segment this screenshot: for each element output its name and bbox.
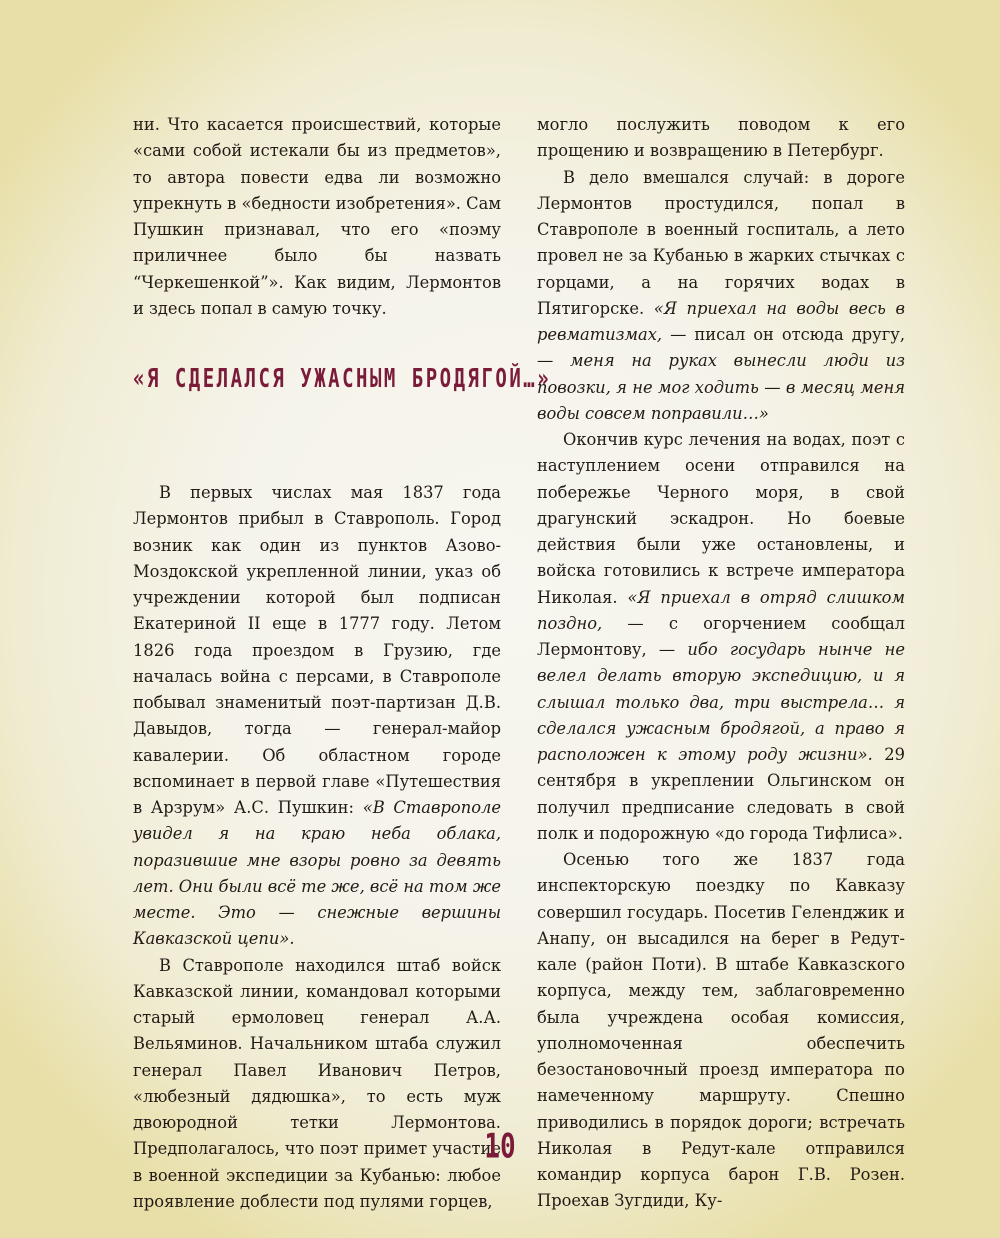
page-number: 10 [484,1127,516,1167]
paragraph: Осенью того же 1837 года инспекторскую поездку по Кавказу совершил государь. Посетив Геленджик и Анапу, он высадился на берег в Редут-кале (район Поти). В штабе Кавказского корпуса, между тем, заблаговременно была учреждена особая комиссия, уполномоченная обеспечить безостановочный проезд императора по намеченному маршруту. Спешно приводились в порядок дороги; встречать Николая в Редут-кале отправился командир корпуса барон Г.В. Розен. Проехав Зугдиди, Ку- [537,850,905,1211]
paragraph-text: В первых числах мая 1837 года Лермонтов прибыл в Ставрополь. Город возник как один из пунктов Азово-Моздокской укрепленной линии, указ об учреждении которой был подписан Екатериной II еще в 1777 году. Летом 1826 года проездом в Грузию, где началась война с персами, в Ставрополе побывал знаменитый поэт-партизан Д.В. Давыдов, тогда — генерал-майор кавалерии. Об областном городе вспоминает в первой главе «Путешествия в Арзрум» А.С. Пушкин: [133,483,501,817]
paragraph: ни. Что касается происшествий, которые «сами собой истекали бы из предметов», то автора повести едва ли возможно упрекнуть в «бедности изобретения». Сам Пушкин признавал, что его «поэму приличнее было бы назвать “Черкешенкой”». Как видим, Лермонтов и здесь попал в самую точку. [133,115,501,318]
section-heading: «Я СДЕЛАЛСЯ УЖАСНЫМ БРОДЯГОЙ…» [133,364,552,394]
paragraph-text: В дело вмешался случай: в дороге Лермонтов простудился, попал в Ставрополе в военный госпиталь, а лето провел не за Кубанью в жарких стычках с горцами, а на горячих водах в Пятигорске. [537,167,905,318]
right-column [537,112,905,1215]
paragraph [537,165,905,428]
paragraph-text: Окончив курс лечения на водах, поэт с наступлением осени отправился на побережье Черного моря, в свой драгунский эскадрон. Но боевые действия были уже остановлены, и войска готовились к встрече императора Николая. [537,430,905,607]
quotation: «Я приехал в отряд слишком поздно, [537,587,905,633]
quotation: меня на руках вынесли люди из повозки, я не мог ходить — в месяц меня воды совсем поправили…» [537,351,905,423]
paragraph: могло послужить поводом к его прощению и возвращению в Петербург. [537,115,905,161]
quotation: «В Ставрополе увидел я на краю неба облака, поразившие мне взоры ровно за девять лет. Они были всё те же, всё на том же месте. Это — снежные вершины Кавказской цепи». [133,798,501,949]
paragraph-text: — писал он отсюда другу, — [537,325,905,371]
paragraph-text: 29 сентября в укреплении Ольгинском он получил предписание следовать в свой полк и подорожную «до города Тифлиса». [537,745,905,843]
quotation: «Я приехал на воды весь в ревматизмах, [537,298,905,344]
paragraph: В Ставрополе находился штаб войск Кавказской линии, командовал которыми старый ермоловец генерал А.А. Вельяминов. Начальником штаба служил генерал Павел Иванович Петров, «любезный дядюшка», то есть муж двоюродной тетки Лермонтова. Предполагалось, что поэт примет участие в военной экспедиции за Кубанью: любое проявление доблести под пулями горцев, [133,955,501,1211]
paragraph [133,480,501,953]
paragraph-text: — с огорчением сообщал Лермонтову, — [537,613,905,659]
paragraph [537,427,905,847]
left-column [133,112,552,1215]
quotation: ибо государь нынче не велел делать вторую экспедицию, и я слышал только два, три выстрела… я сделался ужасным бродягой, а право я расположен к этому роду жизни». [537,640,905,764]
